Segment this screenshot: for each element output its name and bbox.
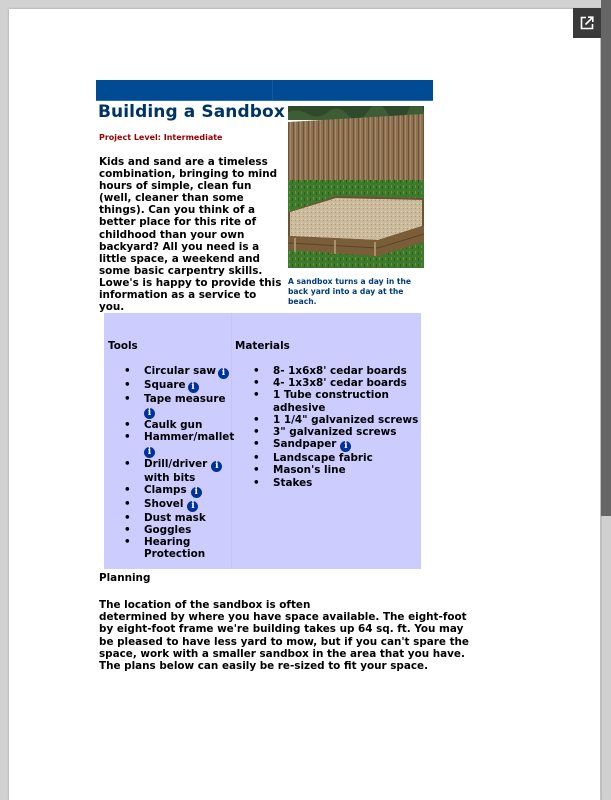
planning-line: space, work with a smaller sandbox in the area that you have.: [99, 647, 465, 660]
info-icon[interactable]: i: [340, 441, 351, 452]
tool-label: Hammer/mallet: [144, 431, 235, 444]
info-icon[interactable]: i: [211, 461, 222, 472]
material-item-screws-1-1-4: [250, 414, 425, 426]
tool-label: Clamps: [144, 483, 187, 496]
material-item-sandpaper: [250, 438, 425, 452]
tool-label: Shovel: [144, 497, 184, 510]
material-label: 3" galvanized screws: [273, 426, 397, 439]
bullet-icon: •: [253, 476, 260, 489]
tool-label: Drill/driver: [144, 457, 208, 470]
open-in-new-window-button[interactable]: [573, 8, 601, 38]
planning-line: be pleased to have less yard to mow, but if you can't spare the: [99, 635, 469, 648]
materials-list: [250, 365, 425, 489]
tool-item-hearing-protection: [121, 536, 214, 560]
scrollbar-thumb[interactable]: [601, 0, 611, 516]
tool-item-tape-measure: [121, 393, 231, 419]
planning-line: The location of the sandbox is often: [99, 599, 311, 611]
bullet-icon: •: [253, 377, 260, 390]
bullet-icon: •: [124, 419, 131, 432]
bullet-icon: •: [124, 536, 131, 549]
project-level-label: Project Level: Intermediate: [99, 133, 223, 142]
bullet-icon: •: [124, 457, 131, 470]
tool-label: Hearing Protection: [144, 536, 206, 561]
info-icon[interactable]: i: [218, 368, 229, 379]
material-item-cedar-1x6: [250, 365, 425, 377]
sandbox-image-icon: [288, 106, 424, 268]
tool-label: Tape measure: [144, 393, 226, 405]
info-icon[interactable]: i: [191, 487, 202, 498]
bullet-icon: •: [253, 452, 260, 465]
planning-line: The plans below can easily be re-sized to fit your space.: [99, 660, 429, 673]
bullet-icon: •: [253, 426, 260, 439]
info-icon[interactable]: i: [187, 501, 198, 512]
tool-label: Dust mask: [144, 511, 206, 524]
planning-paragraph: [99, 599, 469, 673]
bullet-icon: •: [253, 438, 260, 451]
tool-item-square: [121, 379, 231, 393]
material-item-adhesive: [250, 389, 425, 413]
material-item-cedar-1x3: [250, 377, 425, 389]
bullet-icon: •: [124, 483, 131, 496]
info-icon[interactable]: i: [144, 408, 155, 419]
material-label: Mason's line: [273, 464, 346, 477]
materials-heading: Materials: [235, 340, 290, 352]
tool-label: Goggles: [144, 524, 192, 537]
tools-list: [121, 365, 235, 561]
planning-heading: Planning: [99, 572, 151, 584]
material-label: Landscape fabric: [273, 452, 373, 465]
tools-heading: Tools: [108, 340, 138, 352]
material-label: Sandpaper: [273, 438, 337, 451]
tool-item-clamps: [121, 484, 231, 498]
tool-item-drill-driver: [121, 458, 231, 484]
bullet-icon: •: [253, 464, 260, 477]
tool-item-circular-saw: [121, 365, 231, 379]
info-icon[interactable]: i: [188, 382, 199, 393]
sandbox-photo: [288, 106, 424, 268]
tool-label-suffix: with bits: [144, 471, 196, 484]
tool-label: Circular saw: [144, 365, 216, 377]
intro-paragraph: Kids and sand are a timeless combination, bringing to mind hours of simple, clean fun (well, cleaner than some things). Can you think of a better place for this rite of childhood than your own backyard? All you need is a little space, a weekend and some basic carpentry skills. Lowe's is happy to provide this information as a service to you.: [99, 156, 282, 314]
tool-item-hammer-mallet: [121, 431, 235, 457]
tool-label: Caulk gun: [144, 419, 203, 432]
info-icon[interactable]: i: [144, 447, 155, 458]
page-title: Building a Sandbox: [98, 102, 285, 122]
header-bar: [96, 80, 433, 101]
bullet-icon: •: [253, 389, 260, 402]
tool-item-dust-mask: [121, 512, 231, 524]
bullet-icon: •: [124, 379, 131, 391]
tool-item-shovel: [121, 498, 231, 512]
bullet-icon: •: [253, 413, 260, 426]
header-bar-divider: [272, 80, 273, 100]
material-item-landscape-fabric: [250, 452, 425, 464]
bullet-icon: •: [124, 511, 131, 524]
bullet-icon: •: [253, 365, 260, 377]
bullet-icon: •: [124, 431, 131, 444]
material-label: Stakes: [273, 476, 313, 489]
tool-item-caulk-gun: [121, 419, 231, 431]
material-item-stakes: [250, 477, 425, 489]
bullet-icon: •: [124, 524, 131, 537]
material-label: 1 1/4" galvanized screws: [273, 413, 419, 426]
bullet-icon: •: [124, 393, 131, 405]
material-item-screws-3: [250, 426, 425, 438]
planning-line: by eight-foot frame we're building takes up 64 sq. ft. You may: [99, 623, 464, 636]
open-in-new-icon: [580, 16, 594, 30]
bullet-icon: •: [124, 365, 131, 377]
tool-item-goggles: [121, 524, 231, 536]
photo-caption: A sandbox turns a day in the back yard into a day at the beach.: [288, 277, 412, 306]
material-label: 8- 1x6x8' cedar boards: [273, 365, 407, 377]
material-item-masons-line: [250, 464, 425, 476]
planning-line: determined by where you have space available. The eight-foot: [99, 611, 467, 624]
material-label: 4- 1x3x8' cedar boards: [273, 377, 407, 390]
tool-label: Square: [144, 379, 186, 391]
material-label: 1 Tube construction adhesive: [273, 389, 389, 414]
bullet-icon: •: [124, 497, 131, 510]
